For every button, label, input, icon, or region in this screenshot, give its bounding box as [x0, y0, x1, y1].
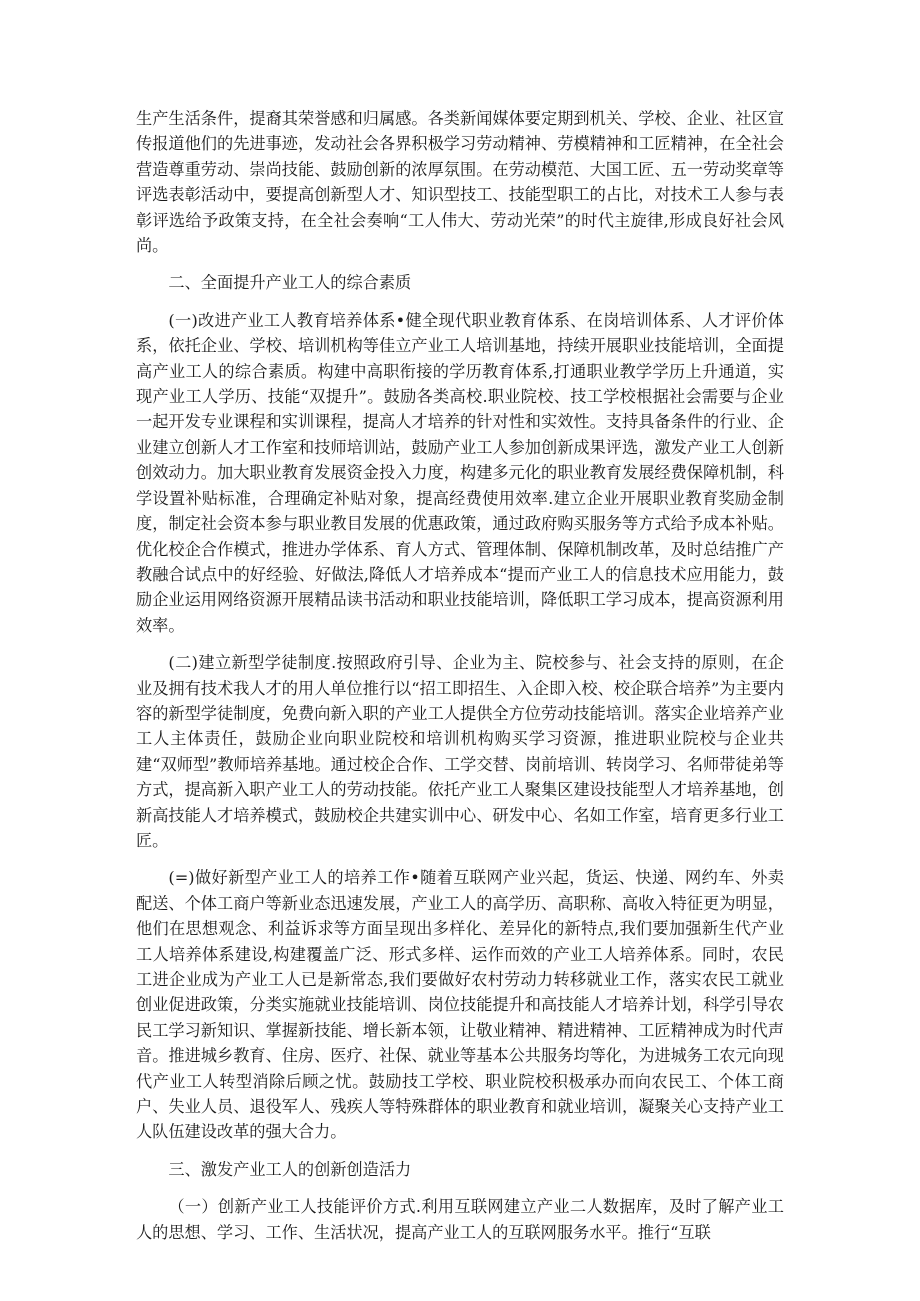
paragraph-new-workers: (=)做好新型产业工人的培养工作•随着互联网产业兴起，货运、快递、网约车、外卖配送、个体工商户等新业态迅速发展，产业工人的高学历、高职称、高收入特征更为明显，他们在思想观念、利益诉求等方面呈现出多样化、差异化的新特点,我们要加强新生代产业工人培养体系建设,构建覆盖广泛、形式多样、运作而效的产业工人培养体系。同时，农民工进企业成为产业工人已是新常态,我们要做好农村劳动力转移就业工作，落实农民工就业创业促进政策，分类实施就业技能培训、岗位技能提升和高技能人才培养计划，科学引导农民工学习新知识、掌握新技能、增长新本领，让敬业精神、精进精神、工匠精神成为时代声音。推进城乡教育、住房、医疗、社保、就业等基本公共服务均等化，为进城务工农元向现代产业工人转型消除后顾之忧。鼓励技工学校、职业院校积极承办而向农民工、个体工商户、失业人员、退役军人、残疾人等特殊群体的职业教育和就业培训，凝聚关心支持产业工人队伍建设改革的强大合力。	[136, 868, 784, 1142]
document-body	[136, 106, 784, 1257]
paragraph-apprenticeship: (二)建立新型学徒制度.按照政府引导、企业为主、院校参与、社会支持的原则，在企业及拥有技术我人才的用人单位推行以“招工即招生、入企即入校、校企联合培养”为主要内容的新型学徒制度，免费向新入职的产业工人提供全方位劳动技能培训。落实企业培养产业工人主体责任，鼓励企业向职业院校和培训机构购买学习资源，推进职业院校与企业共建“双师型”教师培养基地。通过校企合作、工学交替、岗前培训、转岗学习、名师带徒弟等方式，提高新入职产业工人的劳动技能。依托产业工人聚集区建设技能型人才培养基地，创新高技能人才培养模式，鼓励校企共建实训中心、研发中心、名如工作室，培育更多行业工匠。	[136, 653, 784, 850]
paragraph-education-system: (一)改进产业工人教育培养体系•健全现代职业教育体系、在岗培训体系、人才评价体系，依托企业、学校、培训机构等佳立产业工人培训基地，持续开展职业技能培训，全面提高产业工人的综合素质。构建中高职衔接的学历教育体系,打通职业教学学历上升通道，实现产业工人学历、技能“双提升”。鼓励各类高校.职业院校、技工学校根据社会需要与企业一起开发专业课程和实训课程，提高人才培养的针对性和实效性。支持具备条件的行业、企业建立创新人才工作室和技师培训站，鼓励产业工人参加创新成果评选，激发产业工人创新创效动力。加大职业教育发展资金投入力度，构建多元化的职业教育发展经费保障机制，科学设置补贴标准，合理确定补贴对象，提高经费使用效率.建立企业开展职业教育奖励金制度，制定社会资本参与职业教目发展的优惠政策，通过政府购买服务等方式给予成本补贴。优化校企合作模式，推进办学体系、育人方式、管理体制、保障机制改革，及时总结推广产教融合试点中的好经验、好做法,降低人才培养成本“提而产业工人的信息技术应用能力，鼓励企业运用网络资源开展精品读书活动和职业技能培训，降低职工学习成本，提高资源利用效率。	[136, 310, 784, 635]
section-heading-3: 三、激发产业工人的创新创造活力	[168, 1159, 412, 1179]
section-heading-2: 二、全面提升产业工人的综合素质	[168, 273, 412, 293]
paragraph-skill-evaluation: （一）创新产业工人技能评价方式.利用互联网建立产业二人数据库，及时了解产业工人的思想、学习、工作、生活状况，提高产业工人的互联网服务水平。推行“互联	[136, 1197, 784, 1242]
paragraph-continuation: 生产生活条件，提裔其荣誉感和归属感。各类新闻媒体要定期到机关、学校、企业、社区宣传报道他们的先进事迹，发动社会各界积极学习劳动精神、劳模精神和工匠精神，在全社会营造尊重劳动、崇尚技能、鼓励创新的浓厚氛围。在劳动模范、大国工匠、五一劳动奖章等评选表彰活动中，要提高创新型人才、知识型技工、技能型职工的占比，对技术工人参与表彰评选给予政策支持，在全社会奏响“工人伟大、劳动光荣”的时代主旋律,形成良好社会风尚。	[136, 109, 784, 256]
